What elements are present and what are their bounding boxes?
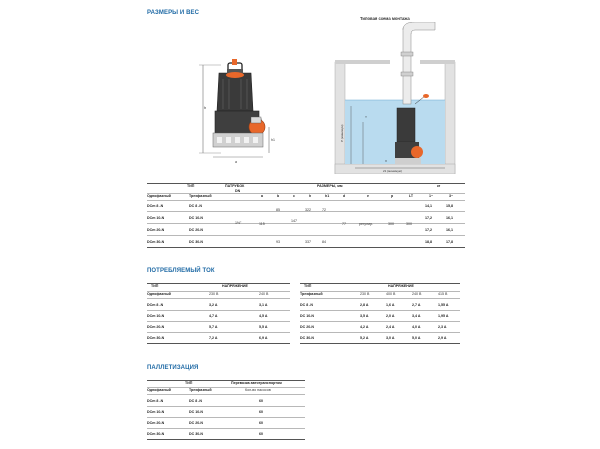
table-cell: 5,2 A	[360, 336, 369, 340]
pallet-title: ПАЛЛЕТИЗАЦИЯ	[147, 365, 199, 371]
table-row-single: DCm 10-N	[147, 216, 165, 220]
table-row-single: DCm 10-N	[147, 410, 165, 414]
table-row-kg3: 17,8	[446, 240, 453, 244]
h1-bottom-value: 84	[322, 240, 326, 244]
table-cell: 3,1 A	[259, 303, 268, 307]
pump-dimension-drawing	[195, 55, 285, 165]
p-label-2: 21 (минимум)	[383, 169, 402, 173]
dim-a-label: a	[235, 160, 237, 164]
table-cell: 1,55 A	[438, 303, 449, 307]
install-caption: Типовая схема монтажа	[360, 16, 410, 21]
dimensions-title: РАЗМЕРЫ И ВЕС	[147, 10, 200, 16]
table-row-kg1: 14,1	[425, 204, 432, 208]
table-row-qty: 60	[259, 432, 263, 436]
table-cell: 4,0 A	[412, 325, 421, 329]
current-col-voltage: НАПРЯЖЕНИЕ	[222, 284, 248, 288]
table-cell: 1,95 A	[438, 314, 449, 318]
table-row-single: DCm 30-N	[147, 240, 165, 244]
table-row: DCm 8 -N	[147, 303, 164, 307]
dim-h1-label: h1	[271, 138, 275, 142]
table-row-three: DC 8 -N	[189, 399, 202, 403]
table-row-three: DC 30-N	[189, 432, 203, 436]
dim-col-e: e	[367, 194, 369, 198]
table-row-three: DC 30-N	[189, 240, 203, 244]
table-row: DC 20-N	[300, 325, 314, 329]
table-cell: 4,5 A	[259, 314, 268, 318]
table-row-three: DC 10-N	[189, 410, 203, 414]
current-sub-type: Однофазный	[147, 292, 171, 296]
table-cell: 5,0 A	[412, 336, 421, 340]
table-cell: 3,5 A	[360, 314, 369, 318]
table-cell: 2,0 A	[386, 314, 395, 318]
dimensions-table	[147, 183, 465, 255]
dim-sub-three: Трехфазный	[189, 194, 212, 198]
current-v2: 240 В	[259, 292, 269, 296]
dim-col-type: ТИП	[187, 184, 195, 188]
dim-col-sizes: РАЗМЕРЫ, мм	[317, 184, 343, 188]
dim-col-kg1: 1~	[429, 194, 434, 198]
dim-h-label: h	[204, 105, 207, 110]
pallet-sub-qty: Кол-во насосов	[245, 388, 271, 392]
table-row-kg3: 16,1	[446, 228, 453, 232]
table-row-single: DCm 20-N	[147, 228, 165, 232]
dim-col-pipe-sub: DN	[235, 189, 241, 193]
dim-y-label: Y	[365, 115, 368, 119]
p-value: 300	[388, 222, 394, 226]
p-label: P (минимум)	[340, 124, 344, 142]
pallet-col-type: ТИП	[185, 381, 193, 385]
table-row-single: DCm 30-N	[147, 432, 165, 436]
dim-col-kg3: 3~	[449, 194, 454, 198]
current-v1: 230 В	[209, 292, 219, 296]
table-cell: 7,2 A	[209, 336, 218, 340]
table-row-kg3: 15,8	[446, 204, 453, 208]
table-cell: 6,9 A	[259, 336, 268, 340]
table-row-kg1: 17,2	[425, 216, 432, 220]
table-row-kg3: 16,1	[446, 216, 453, 220]
table-row-three: DC 20-N	[189, 228, 203, 232]
h-bottom-value: 337	[305, 240, 311, 244]
current-sub-type: Трехфазный	[300, 292, 323, 296]
table-row: DCm 20-N	[147, 325, 165, 329]
dim-col-p: p	[391, 194, 394, 198]
table-row: DCm 30-N	[147, 336, 165, 340]
table-cell: 1,6 A	[386, 303, 395, 307]
current-v2: 400 В	[386, 292, 396, 296]
current-col-type: ТИП	[304, 284, 312, 288]
table-cell: 2,7 A	[412, 303, 421, 307]
lt-value: 300	[406, 222, 412, 226]
dim-col-h1: h1	[325, 194, 330, 198]
dim-x-label: X	[385, 159, 388, 163]
table-cell: 5,5 A	[259, 325, 268, 329]
current-title: ПОТРЕБЛЯЕМЫЙ ТОК	[147, 268, 215, 274]
table-cell: 3,0 A	[386, 336, 395, 340]
table-row-three: DC 8 -N	[189, 204, 202, 208]
dim-col-d: d	[343, 194, 346, 198]
dim-col-kg: кг	[437, 184, 441, 188]
table-row-single: DCm 20-N	[147, 421, 165, 425]
installation-drawing	[325, 22, 465, 174]
table-row: DC 30-N	[300, 336, 314, 340]
h1-top-value: 72	[322, 208, 326, 212]
e-value: регулир.	[359, 222, 374, 226]
table-cell: 2,4 A	[386, 325, 395, 329]
pallet-table	[147, 380, 305, 446]
table-cell: 2,8 A	[360, 303, 369, 307]
dim-col-lt: LT	[409, 194, 414, 198]
current-v4: 415 В	[438, 292, 448, 296]
table-row: DC 10-N	[300, 314, 314, 318]
table-row-qty: 60	[259, 421, 263, 425]
table-row-single: DCm 8 -N	[147, 204, 164, 208]
table-row-kg1: 18,8	[425, 240, 432, 244]
current-v3: 240 В	[412, 292, 422, 296]
table-row-single: DCm 8 -N	[147, 399, 164, 403]
table-cell: 2,9 A	[438, 336, 447, 340]
dim-sub-single: Однофазный	[147, 194, 171, 198]
table-cell: 4,7 A	[209, 314, 218, 318]
table-row-kg1: 17,2	[425, 228, 432, 232]
d-value: 77	[342, 222, 346, 226]
pallet-sub-single: Однофазный	[147, 388, 171, 392]
pallet-sub-three: Трехфазный	[189, 388, 212, 392]
current-col-type: ТИП	[151, 284, 159, 288]
c-value: 147	[291, 219, 297, 223]
b-top-value: 85	[276, 208, 280, 212]
current-table-single	[147, 283, 290, 349]
table-cell: 3,2 A	[209, 303, 218, 307]
dim-col-b: b	[277, 194, 280, 198]
table-row: DCm 10-N	[147, 314, 165, 318]
table-cell: 3,4 A	[412, 314, 421, 318]
h-top-value: 322	[305, 208, 311, 212]
dim-col-pipe: ПАТРУБОК	[225, 184, 245, 188]
current-col-voltage: НАПРЯЖЕНИЕ	[388, 284, 414, 288]
table-row-qty: 60	[259, 410, 263, 414]
b-bottom-value: 93	[276, 240, 280, 244]
table-row-three: DC 20-N	[189, 421, 203, 425]
dim-col-h: h	[309, 194, 312, 198]
current-table-three	[300, 283, 460, 349]
current-v1: 230 В	[360, 292, 370, 296]
table-cell: 4,2 A	[360, 325, 369, 329]
table-row-three: DC 10-N	[189, 216, 203, 220]
dn-value: 1½"	[235, 221, 242, 225]
table-cell: 2,3 A	[438, 325, 447, 329]
pallet-col-truck: Перевозка автотранспортом	[231, 381, 282, 385]
dim-col-c: c	[293, 194, 295, 198]
dim-col-a: a	[261, 194, 263, 198]
table-cell: 5,7 A	[209, 325, 218, 329]
table-row-qty: 60	[259, 399, 263, 403]
a-value: 115	[259, 222, 265, 226]
table-row: DC 8 -N	[300, 303, 313, 307]
